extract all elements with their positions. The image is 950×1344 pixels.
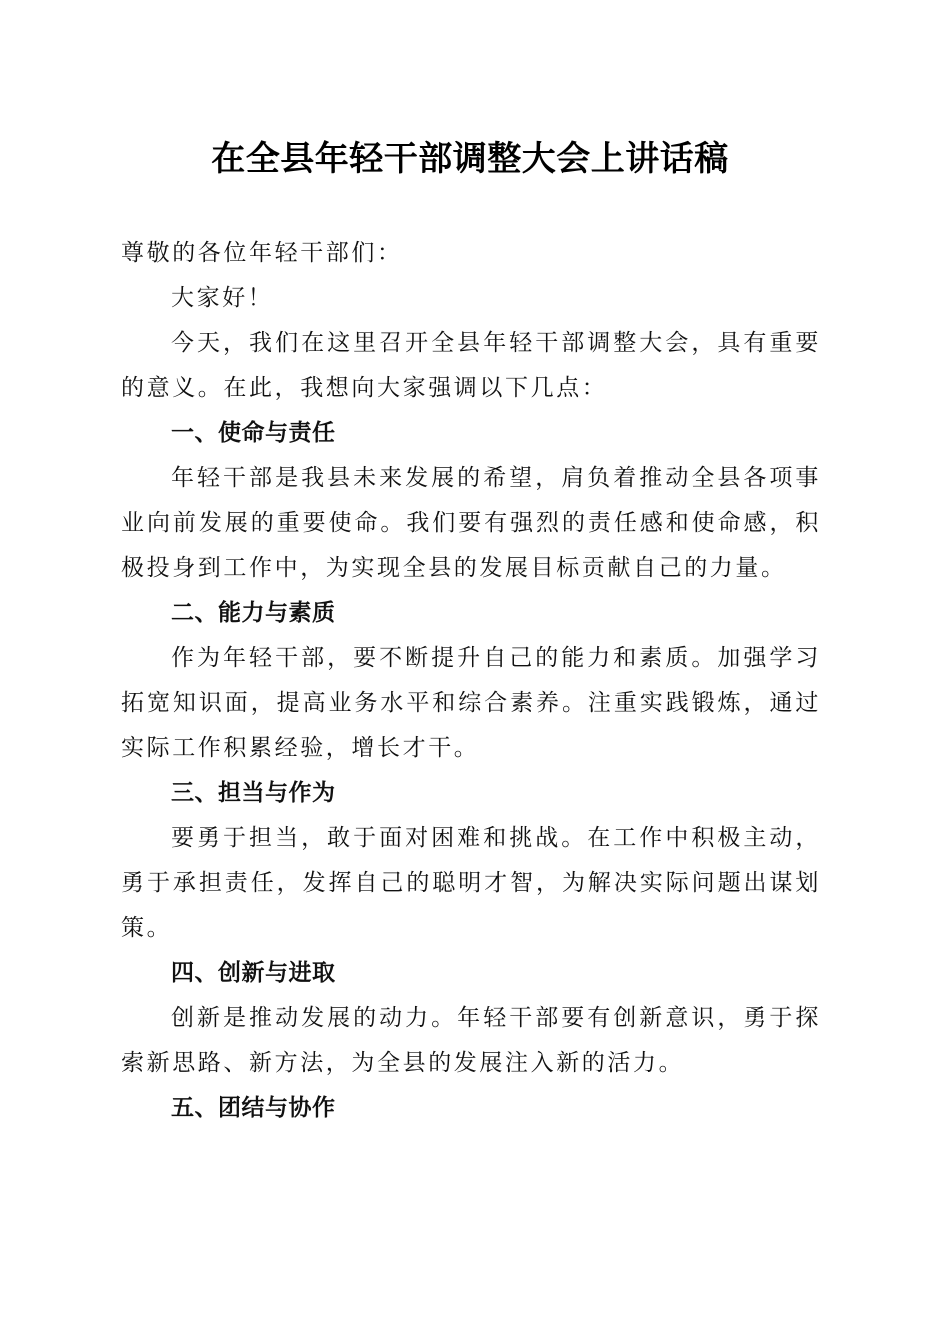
salutation: 尊敬的各位年轻干部们： [121,240,403,266]
section-heading: 一、使命与责任 [171,420,336,446]
greeting: 大家好！ [171,285,274,311]
section-heading: 二、能力与素质 [171,600,336,626]
section-paragraph: 创新是推动发展的动力。年轻干部要有创新意识，勇于探索新思路、新方法，为全县的发展注入新的活力。 [121,1005,821,1076]
section-paragraph: 作为年轻干部，要不断提升自己的能力和素质。加强学习拓宽知识面，提高业务水平和综合素养。注重实践锻炼，通过实际工作积累经验，增长才干。 [121,645,821,761]
section-heading: 四、创新与进取 [171,960,336,986]
section-heading: 五、团结与协作 [171,1095,336,1121]
intro-paragraph: 今天，我们在这里召开全县年轻干部调整大会，具有重要的意义。在此，我想向大家强调以下几点： [121,330,821,401]
section-paragraph: 年轻干部是我县未来发展的希望，肩负着推动全县各项事业向前发展的重要使命。我们要有强烈的责任感和使命感，积极投身到工作中，为实现全县的发展目标贡献自己的力量。 [121,465,821,581]
section-paragraph: 要勇于担当，敢于面对困难和挑战。在工作中积极主动，勇于承担责任，发挥自己的聪明才智，为解决实际问题出谋划策。 [121,825,821,941]
document-body [121,231,821,1131]
document-title: 在全县年轻干部调整大会上讲话稿 [211,139,729,179]
section-heading: 三、担当与作为 [171,780,336,806]
